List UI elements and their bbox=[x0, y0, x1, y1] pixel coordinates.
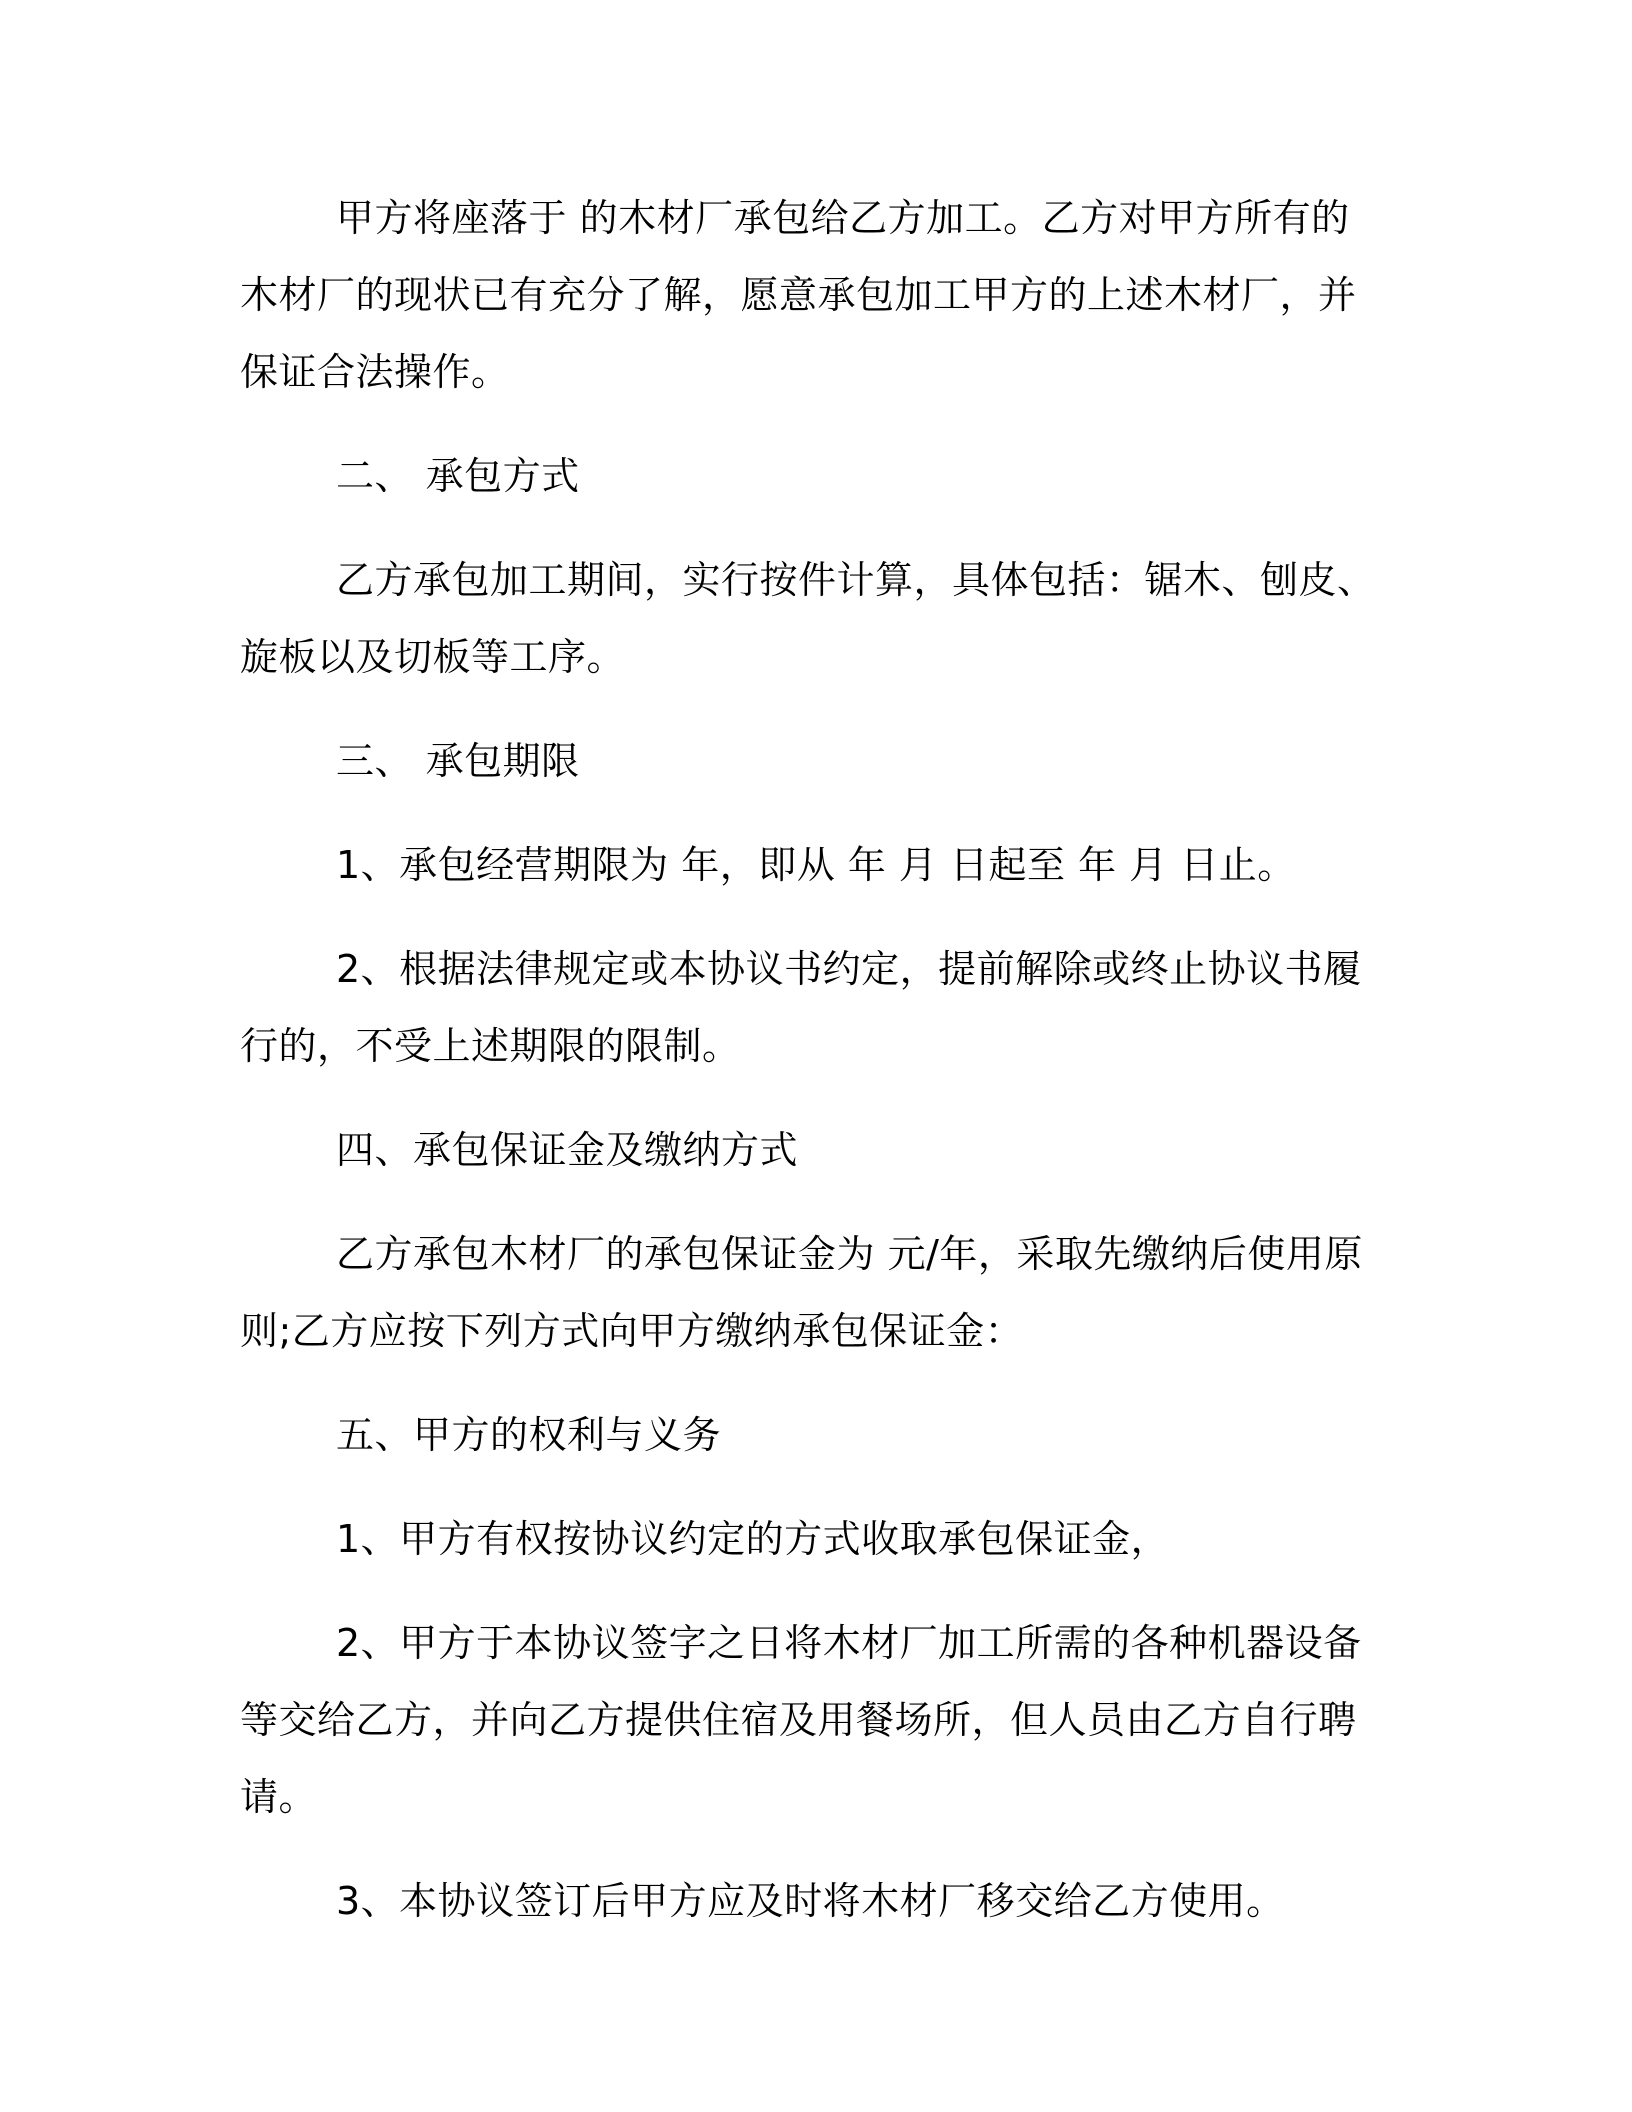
paragraph-intro: 甲方将座落于 的木材厂承包给乙方加工。乙方对甲方所有的木材厂的现状已有充分了解，愿意承包加工甲方的上述木材厂，并保证合法操作。 bbox=[240, 196, 1357, 394]
paragraph-contract-method: 乙方承包加工期间，实行按件计算，具体包括：锯木、刨皮、旋板以及切板等工序。 bbox=[240, 558, 1376, 679]
section-heading-contract-method: 二、 承包方式 bbox=[336, 454, 580, 498]
document-body bbox=[240, 180, 1380, 1967]
paragraph-term-1: 1、承包经营期限为 年，即从 年 月 日起至 年 月 日止。 bbox=[336, 843, 1296, 887]
section-heading-contract-term: 三、 承包期限 bbox=[336, 739, 580, 783]
paragraph-deposit: 乙方承包木材厂的承包保证金为 元/年，采取先缴纳后使用原则;乙方应按下列方式向甲方缴纳承包保证金： bbox=[240, 1232, 1363, 1353]
section-heading-party-a-rights: 五、甲方的权利与义务 bbox=[336, 1413, 722, 1457]
paragraph-party-a-3: 3、本协议签订后甲方应及时将木材厂移交给乙方使用。 bbox=[336, 1879, 1285, 1923]
paragraph-party-a-1: 1、甲方有权按协议约定的方式收取承包保证金， bbox=[336, 1517, 1170, 1561]
paragraph-term-2: 2、根据法律规定或本协议书约定，提前解除或终止协议书履行的，不受上述期限的限制。 bbox=[240, 947, 1362, 1068]
section-heading-deposit: 四、承包保证金及缴纳方式 bbox=[336, 1128, 799, 1172]
paragraph-party-a-2: 2、甲方于本协议签字之日将木材厂加工所需的各种机器设备等交给乙方，并向乙方提供住宿及用餐场所，但人员由乙方自行聘请。 bbox=[240, 1621, 1362, 1819]
